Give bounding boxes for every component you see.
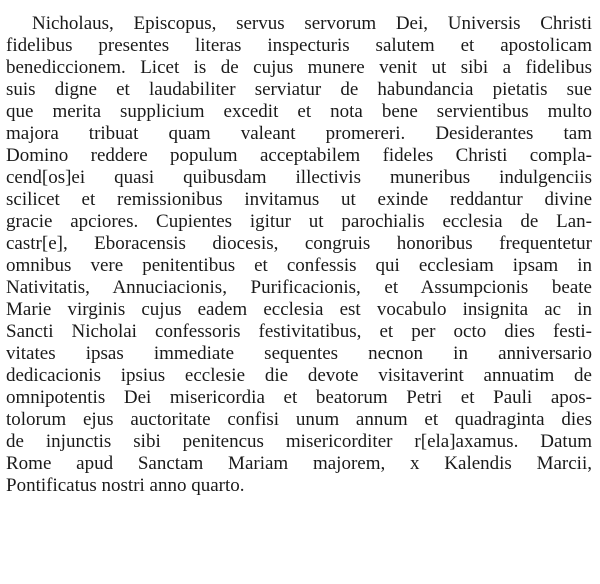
text-line: gracie apciores. Cupientes igitur ut parochialis ecclesia de Lan- (6, 211, 592, 232)
text-line: castr[e], Eboracensis diocesis, congruis honoribus frequentetur (6, 233, 592, 254)
text-line: Nativitatis, Annuciacionis, Purificacionis, et Assumpcionis beate (6, 277, 592, 298)
text-line: Marie virginis cujus eadem ecclesia est vocabulo insignita ac in (6, 299, 592, 320)
text-line: dedicacionis ipsius ecclesie die devote visitaverint annuatim de (6, 365, 592, 386)
text-line: Sancti Nicholai confessoris festivitatibus, et per octo dies festi- (6, 321, 592, 342)
text-line: Domino reddere populum acceptabilem fideles Christi compla- (6, 145, 592, 166)
text-line: suis digne et laudabiliter serviatur de habundancia pietatis sue (6, 79, 592, 100)
text-line: Rome apud Sanctam Mariam majorem, x Kalendis Marcii, (6, 453, 592, 474)
text-line: cend[os]ei quasi quibusdam illectivis muneribus indulgenciis (6, 167, 592, 188)
text-line: vitates ipsas immediate sequentes necnon in anniversario (6, 343, 592, 364)
text-line: majora tribuat quam valeant promereri. Desiderantes tam (6, 123, 592, 144)
text-line: omnipotentis Dei misericordia et beatorum Petri et Pauli apos- (6, 387, 592, 408)
text-line: que merita supplicium excedit et nota bene servientibus multo (6, 101, 592, 122)
text-line: tolorum ejus auctoritate confisi unum annum et quadraginta dies (6, 409, 592, 430)
text-line: benediccionem. Licet is de cujus munere venit ut sibi a fidelibus (6, 57, 592, 78)
text-line: Nicholaus, Episcopus, servus servorum Dei, Universis Christi (32, 13, 592, 34)
text-line: de injunctis sibi penitencus misericorditer r[ela]axamus. Datum (6, 431, 592, 452)
text-line: Pontificatus nostri anno quarto. (6, 475, 245, 496)
papal-letter-paragraph (6, 13, 592, 497)
text-line: scilicet et remissionibus invitamus ut exinde reddantur divine (6, 189, 592, 210)
text-line: fidelibus presentes literas inspecturis salutem et apostolicam (6, 35, 592, 56)
text-line: omnibus vere penitentibus et confessis qui ecclesiam ipsam in (6, 255, 592, 276)
